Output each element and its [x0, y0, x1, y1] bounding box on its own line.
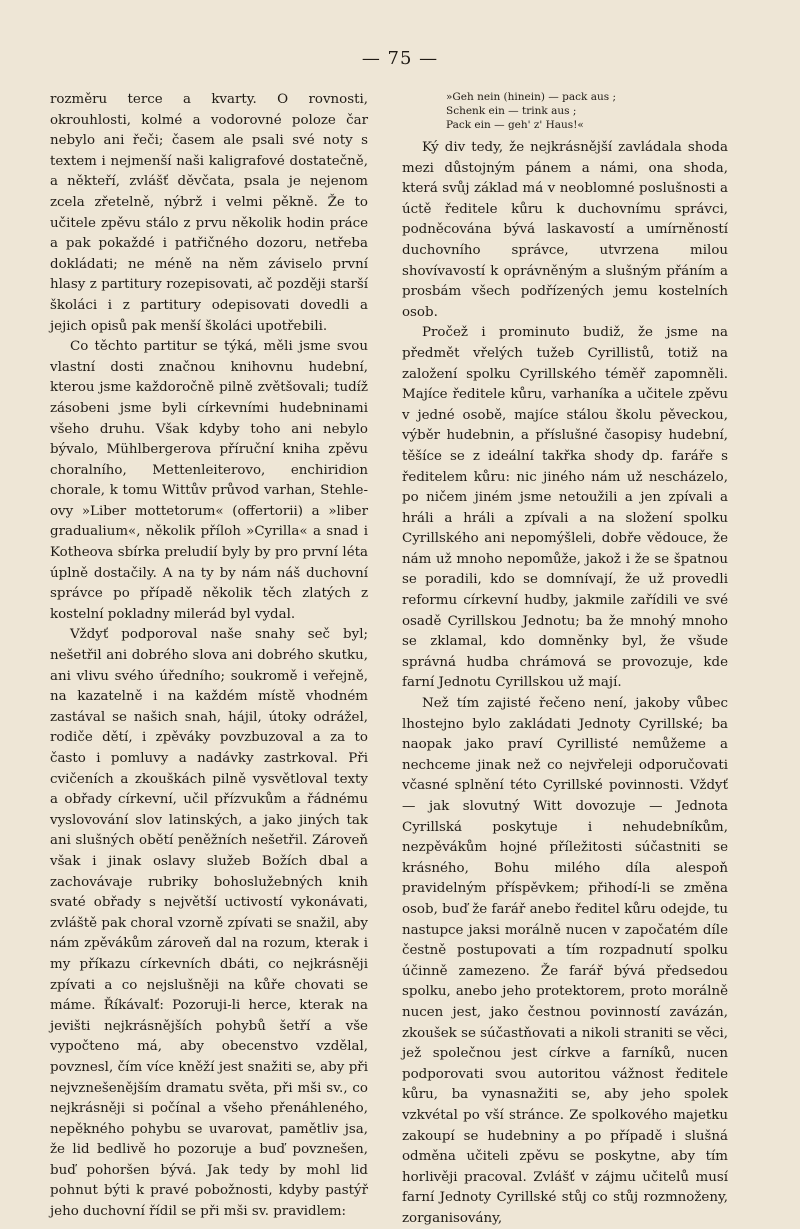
paragraph: Vždyť podporoval naše snahy seč byl; nešetřil ani dobrého slova ani dobrého skutku, ani vlivu svého úředního; soukromě i veřejně, na kazatelně i na každém místě vhodném zastával se našich snah, hájil, útoky odrážel, rodiče dětí, i zpěváky povzbuzoval a za to často i pomluvy a nadávky zastrkoval. Při cvičeních a zkouškách pilně vysvětloval texty a obřady církevní, učil přízvukům a řádnému vyslovování slov latinských, a jako jiných tak ani slušných obětí peněžních nešetřil. Zároveň však i jinak oslavy služeb Božích dbal a zachovávaje rubriky bohoslužebných knih svaté obřady s největší uctivostí vykonávati, zvláště pak choral vzorně zpívati se snažil, aby nám zpěvákům zároveň dal na rozum, kterak i my příkazu církevních dbáti, co nejkrásněji zpívati a co nejslušněji na kůře chovati se máme. Říkávalť: Pozoruji-li herce, kterak na jevišti nejkrásnějších pohybů šetří a vše vypočteno má, aby obecenstvo vzdělal, povznesl, čím více kněží jest snažiti se, aby při nejvznešenějším dramatu světa, při mši sv., co nejkrásněji si počínal a všeho přenáhleného, nepěkného pohybu se uvarovat, pamětliv jsa, že lid bedlivě ho pozoruje a buď povznešen, buď pohoršen bývá. Jak tedy by mohl lid pohnut býti k pravé pobožnosti, kdyby pastýř jeho duchovní řídil se při mši sv. pravidlem:	[50, 627, 368, 1220]
verse-line: »Geh nein (hinein) — pack aus ;	[446, 91, 616, 103]
paragraph: rozměru terce a kvarty. O rovnosti, okrouhlosti, kolmé a vodorovné poloze čar nebylo ani řeči; časem ale psali své noty s textem i nejmenší naši kaligrafové dostatečně, a někteří, zvlášť děvčata, psala je nejenom zcela zřetelně, nýbrž i velmi pěkně. Že to učitele zpěvu stálo z prvu několik hodin práce a pak pokaždé i patřičného dozoru, netřeba dokládati; ne méně na něm záviselo první hlasy z partitury rozepisovati, ač později starší školáci i z partitury odepisovati dovedli a jejich opisů pak menší školáci upotřebili.	[50, 92, 368, 334]
quoted-verse	[446, 90, 728, 132]
left-column	[50, 90, 368, 1223]
page-number: — 75 —	[361, 48, 439, 69]
paragraph: Co těchto partitur se týká, měli jsme svou vlastní dosti značnou knihovnu hudební, kterou jsme každoročně pilně zvětšovali; tudíž zásobeni jsme byli církevními hudebninami všeho druhu. Však kdyby toho ani nebylo bývalo, Mühlbergerova příruční kniha zpěvu choralního, Mettenleiterovo, enchiridion chorale, k tomu Wittův průvod varhan, Stehle-ovy »Liber mottetorum« (offertorii) a »liber gradualium«, několik příloh »Cyrilla« a snad i Kotheova sbírka preludií byly by pro první léta úplně dostačily. A na ty by nám náš duchovní správce po případě několik těch zlatých z kostelní pokladny milerád byl vydal.	[50, 339, 368, 622]
paragraph: Pročež i prominuto budiž, že jsme na předmět vřelých tužeb Cyrillistů, totiž na založení spolku Cyrillského téměř zapomněli. Majíce ředitele kůru, varhaníka a učitele zpěvu v jedné osobě, majíce stálou školu pěveckou, výběr hudebnin, a příslušné časopisy hudební, těšíce se z ideální takřka shody dp. faráře s ředitelem kůru: nic jiného nám už nescházelo, po ničem jiném jsme netoužili a jen zpívali a hráli a hráli a zpívali a na složení spolku Cyrillského ani nepomýšleli, dobře vědouce, že nám už mnoho nepomůže, jakož i že se špatnou se poradili, kdo se domnívají, že už provedli reformu církevní hudby, jakmile zařídili ve své osadě Cyrillskou Jednotu; ba že mnohý mnoho se zklamal, kdo domněnky byl, že všude správná hudba chrámová se provozuje, kde farní Jednotu Cyrillskou už mají.	[402, 325, 728, 691]
right-column	[402, 90, 728, 1229]
paragraph: Než tím zajisté řečeno není, jakoby vůbec lhostejno bylo zakládati Jednoty Cyrillské; ba naopak jako praví Cyrillisté nemůžeme a nechceme jinak než co nejvřeleji odporučovati včasné splnění této Cyrillské povinnosti. Vždyť — jak slovutný Witt dovozuje — Jednota Cyrillská poskytuje i nehudebníkům, nezpěvákům hojné příležitosti súčastniti se krásného, Bohu milého díla alespoň pravidelným příspěvkem; přihodí-li se změna osob, buď že farář anebo ředitel kůru odejde, tu nastupce jaksi morálně nucen v započatém díle čestně postupovati a tím rozpadnutí spolku účinně zamezeno. Že farář bývá předsedou spolku, anebo jeho protektorem, proto morálně nucen jest, jako čestnou povinností zavázán, zkoušek se súčastňovati a nikoli straniti se věci, jež společnou jest církve a farníků, nucen podporovati svou autoritou vážnost ředitele kůru, ba vynasnažiti se, aby jeho spolek vzkvétal po vší stránce. Ze spolkového majetku zakoupí se hudebniny a po případě i slušná odměna učiteli zpěvu se poskytne, aby tím horlivěji pracoval. Zvlášť v zájmu učitelů musí farní Jednoty Cyrillské stůj co stůj rozmnoženy, zorganisovány,	[402, 696, 728, 1226]
verse-line: Schenk ein — trink aus ;	[446, 105, 577, 117]
verse-line: Pack ein — geh' z' Haus!«	[446, 119, 584, 131]
paragraph: Ký div tedy, že nejkrásnější zavládala shoda mezi důstojným pánem a námi, ona shoda, která svůj základ má v neoblomné poslušnosti a úctě ředitele kůru k duchovnímu správci, podněcována bývá laskavostí a umírněností duchovního správce, utvrzena milou shovívavostí k oprávněným a slušným přáním a prosbám všech podřízených jemu kostelních osob.	[402, 140, 728, 320]
